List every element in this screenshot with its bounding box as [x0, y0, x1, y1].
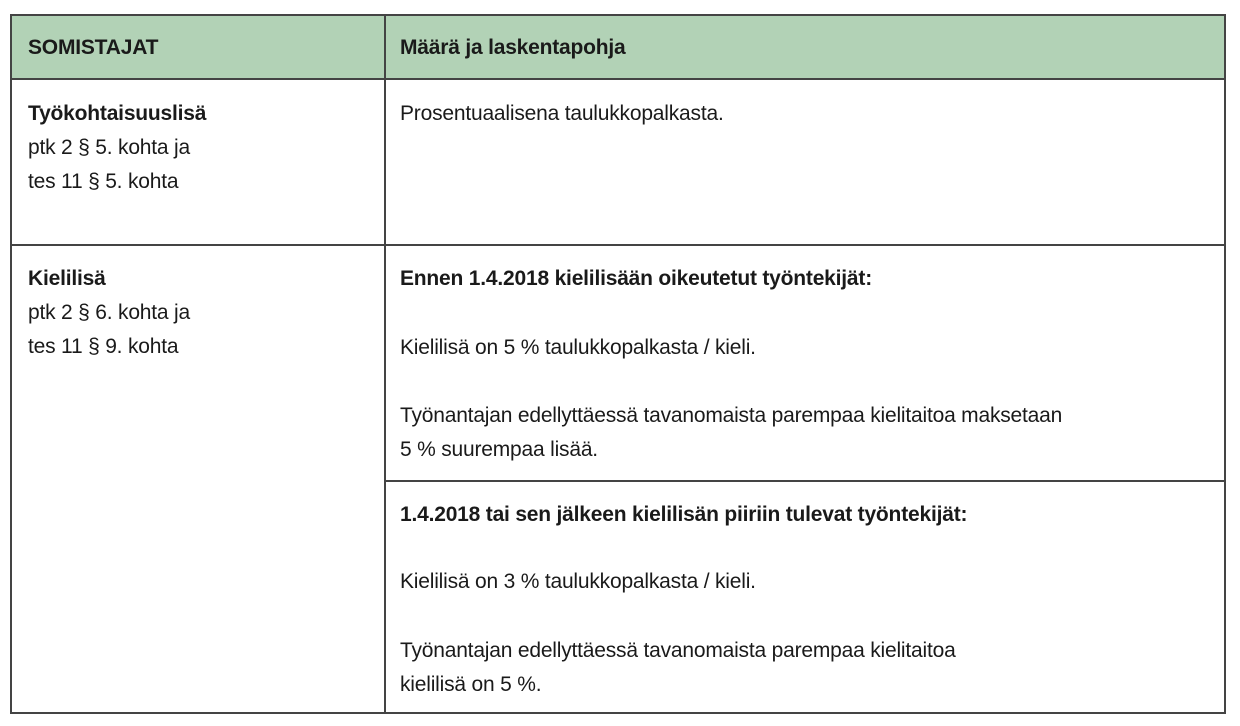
row-divider-1 — [12, 244, 1224, 246]
row2-title: Kielilisä — [28, 267, 106, 290]
section1-para1: Kielilisä on 5 % taulukkopalkasta / kieli. — [400, 336, 756, 359]
section2-para1: Kielilisä on 3 % taulukkopalkasta / kieli. — [400, 570, 756, 593]
row1-content: Prosentuaalisena taulukkopalkasta. — [400, 102, 724, 125]
row1-title: Työkohtaisuuslisä — [28, 102, 207, 125]
section2-para2-line1: Työnantajan edellyttäessä tavanomaista parempaa kielitaitoa — [400, 639, 956, 662]
header-col-somistajat: SOMISTAJAT — [28, 36, 159, 59]
section1-heading: Ennen 1.4.2018 kielilisään oikeutetut työntekijät: — [400, 267, 872, 290]
section2-heading: 1.4.2018 tai sen jälkeen kielilisän piiriin tulevat työntekijät: — [400, 503, 968, 526]
header-col-maara: Määrä ja laskentapohja — [400, 36, 626, 59]
column-divider — [384, 16, 386, 712]
section-divider — [384, 480, 1224, 482]
compensation-table — [10, 14, 1226, 714]
row2-ref-line2: tes 11 § 9. kohta — [28, 335, 179, 358]
section1-para2-line1: Työnantajan edellyttäessä tavanomaista parempaa kielitaitoa maksetaan — [400, 404, 1063, 427]
row1-ref-line1: ptk 2 § 5. kohta ja — [28, 136, 190, 159]
row2-ref-line1: ptk 2 § 6. kohta ja — [28, 301, 190, 324]
section2-para2-line2: kielilisä on 5 %. — [400, 673, 542, 696]
section1-para2-line2: 5 % suurempaa lisää. — [400, 438, 598, 461]
row1-ref-line2: tes 11 § 5. kohta — [28, 170, 179, 193]
